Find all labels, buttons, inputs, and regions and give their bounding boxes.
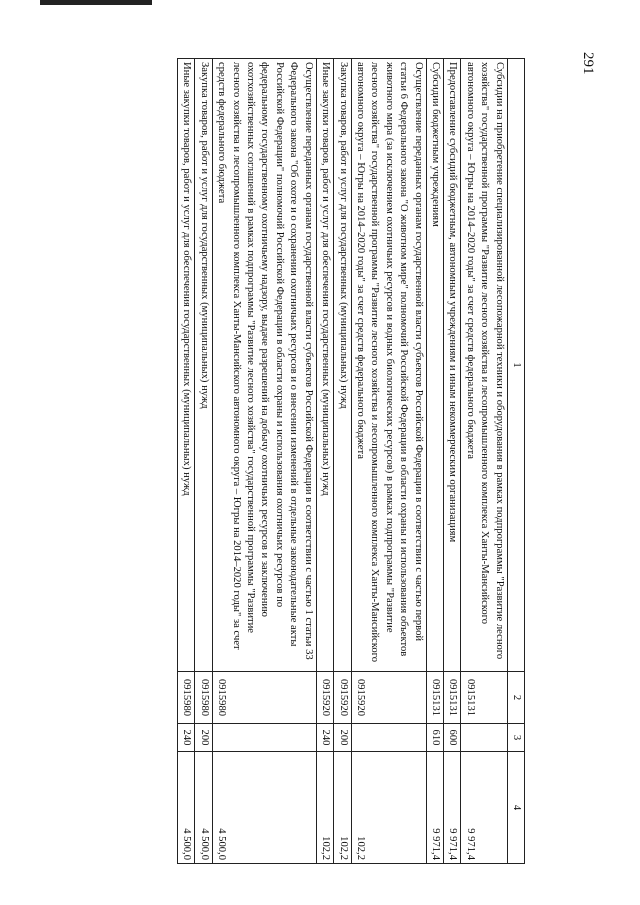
row-description: Закупка товаров, работ и услуг для государственных (муниципальных) нужд [195,59,212,672]
table-row [178,59,195,864]
row-type: 240 [316,724,333,752]
row-amount: 4 500,0 [212,752,316,864]
table-row [334,59,351,864]
table-row [443,59,460,864]
row-amount: 102,2 [334,752,351,864]
row-amount: 9 971,4 [461,752,507,864]
row-code: 0915920 [316,672,333,724]
page-number: 291 [580,52,596,75]
row-amount: 9 971,4 [426,752,443,864]
row-description: Закупка товаров, работ и услуг для государственных (муниципальных) нужд [334,59,351,672]
row-type: 200 [195,724,212,752]
budget-table [177,58,525,864]
row-type: 600 [443,724,460,752]
header-cell: 2 [507,672,524,724]
row-code: 0915131 [461,672,507,724]
row-code: 0915980 [178,672,195,724]
table-row [461,59,507,864]
row-code: 0915920 [334,672,351,724]
row-description: Субсидии бюджетным учреждениям [426,59,443,672]
row-type [212,724,316,752]
row-description: Иные закупки товаров, работ и услуг для обеспечения государственных (муниципальных) нужд [316,59,333,672]
header-cell: 4 [507,752,524,864]
row-description: Осуществление переданных органам государственной власти субъектов Российской Федерации в соответствии с частью первой статьи 6 Федерального закона "О животном мире" полномочий Российской Федерации в области охраны и использования объектов животного мира (за исключением охотничьих ресурсов и водных биологических ресурсов) в рамках подпрограммы "Развитие лесного хозяйства" государственной программы "Развитие лесного хозяйства и лесопромышленного комплекса Ханты-Мансийского автономного округа – Югры на 2014–2020 годы" за счет средств федерального бюджета [351,59,426,672]
table-row [316,59,333,864]
row-description: Иные закупки товаров, работ и услуг для обеспечения государственных (муниципальных) нужд [178,59,195,672]
row-description: Предоставление субсидий бюджетным, автономным учреждениям и иным некоммерческим организациям [443,59,460,672]
row-description: Осуществление переданных органам государственной власти субъектов Российской Федерации в соответствии с частью 1 статьи 33 Федерального закона "Об охоте и о сохранении охотничьих ресурсов и о внесении изменений в отдельные законодательные акты Российской Федерации" полномочий Российской Федерации в области охраны и использования охотничьих ресурсов по федеральному государственному охотничьему надзору, выдаче разрешений на добычу охотничьих ресурсов и заключению охотхозяйственных соглашений в рамках подпрограммы "Развитие лесного хозяйства" государственной программы "Развитие лесного хозяйства и лесопромышленного комплекса Ханты-Мансийского автономного округа – Югры на 2014–2020 годы" за счет средств федерального бюджета [212,59,316,672]
rotated-page-content [85,58,525,863]
table-row [351,59,426,864]
row-code: 0915980 [212,672,316,724]
header-cell: 1 [507,59,524,672]
row-code: 0915980 [195,672,212,724]
header-row [507,59,524,864]
row-amount: 4 500,0 [195,752,212,864]
table-row [195,59,212,864]
row-type: 610 [426,724,443,752]
header-cell: 3 [507,724,524,752]
table-row [426,59,443,864]
row-type [461,724,507,752]
row-type: 200 [334,724,351,752]
row-type: 240 [178,724,195,752]
table-row [212,59,316,864]
scan-edge-mark [40,0,152,5]
row-code: 0915131 [426,672,443,724]
row-description: Субсидии на приобретение специализированной лесопожарной техники и оборудования в рамках подпрограммы "Развитие лесного хозяйства" государственной программы "Развитие лесного хозяйства и лесопромышленного комплекса Ханты-Мансийского автономного округа – Югры на 2014–2020 годы" за счет средств федерального бюджета [461,59,507,672]
row-type [351,724,426,752]
row-amount: 9 971,4 [443,752,460,864]
row-amount: 102,2 [351,752,426,864]
row-code: 0915131 [443,672,460,724]
row-code: 0915920 [351,672,426,724]
row-amount: 4 500,0 [178,752,195,864]
row-amount: 102,2 [316,752,333,864]
